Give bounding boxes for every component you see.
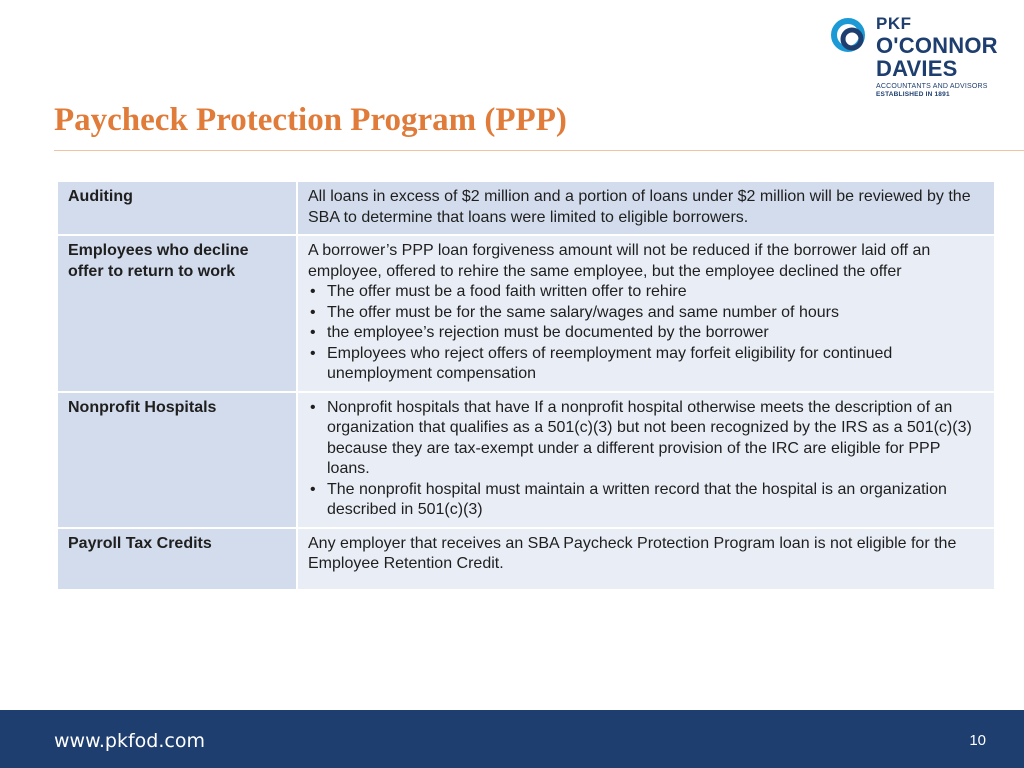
row-content bbox=[297, 528, 995, 590]
table-row-nonprofit-hospitals bbox=[57, 392, 995, 528]
logo-established: ESTABLISHED IN 1891 bbox=[876, 91, 950, 98]
row-label: Auditing bbox=[57, 181, 297, 235]
row-label: Nonprofit Hospitals bbox=[57, 392, 297, 528]
title-divider bbox=[54, 150, 1024, 151]
page-number: 10 bbox=[969, 732, 986, 749]
row-content bbox=[297, 235, 995, 392]
footer-bar bbox=[0, 710, 1024, 768]
bullet-item: • The offer must be for the same salary/wages and same number of hours bbox=[308, 303, 984, 324]
row-text: Any employer that receives an SBA Paycheck Protection Program loan is not eligible for the Employee Retention Credit. bbox=[308, 534, 957, 572]
row-text: All loans in excess of $2 million and a portion of loans under $2 million will be reviewed by the SBA to determine that loans were limited to eligible borrowers. bbox=[308, 188, 971, 226]
company-logo bbox=[830, 14, 1010, 104]
bullet-list bbox=[308, 282, 984, 385]
row-label: Payroll Tax Credits bbox=[57, 528, 297, 590]
bullet-item: • The offer must be a food faith written offer to rehire bbox=[308, 282, 984, 303]
bullet-item: • The nonprofit hospital must maintain a written record that the hospital is an organization described in 501(c)(3) bbox=[308, 480, 984, 521]
table-row-payroll-tax-credits bbox=[57, 528, 995, 590]
row-content bbox=[297, 181, 995, 235]
row-text: A borrower’s PPP loan forgiveness amount will not be reduced if the borrower laid off an employee, offered to rehire the same employee, but the employee declined the offer bbox=[308, 242, 931, 280]
logo-name-line1: O'CONNOR bbox=[876, 33, 998, 58]
ppp-details-table bbox=[56, 180, 996, 591]
bullet-item: • Employees who reject offers of reemployment may forfeit eligibility for continued unemployment compensation bbox=[308, 344, 984, 385]
logo-tagline: ACCOUNTANTS AND ADVISORS bbox=[876, 83, 988, 90]
row-label: Employees who decline offer to return to work bbox=[57, 235, 297, 392]
bullet-item: • Nonprofit hospitals that have If a nonprofit hospital otherwise meets the description of an organization that qualifies as a 501(c)(3) but not been recognized by the IRS as a 501(c)(3) because they are tax-exempt under a different provision of the IRC are eligible for PPP loans. bbox=[308, 398, 984, 480]
row-content bbox=[297, 392, 995, 528]
table-row-auditing bbox=[57, 181, 995, 235]
logo-brand: PKF bbox=[876, 14, 912, 33]
logo-ring-icon bbox=[830, 16, 870, 56]
bullet-list bbox=[308, 398, 984, 521]
table-row-employees-decline bbox=[57, 235, 995, 392]
footer-website-link[interactable]: www.pkfod.com bbox=[54, 730, 205, 752]
slide-title: Paycheck Protection Program (PPP) bbox=[54, 102, 567, 138]
logo-name-line2: DAVIES bbox=[876, 56, 958, 81]
bullet-item: • the employee’s rejection must be documented by the borrower bbox=[308, 323, 984, 344]
